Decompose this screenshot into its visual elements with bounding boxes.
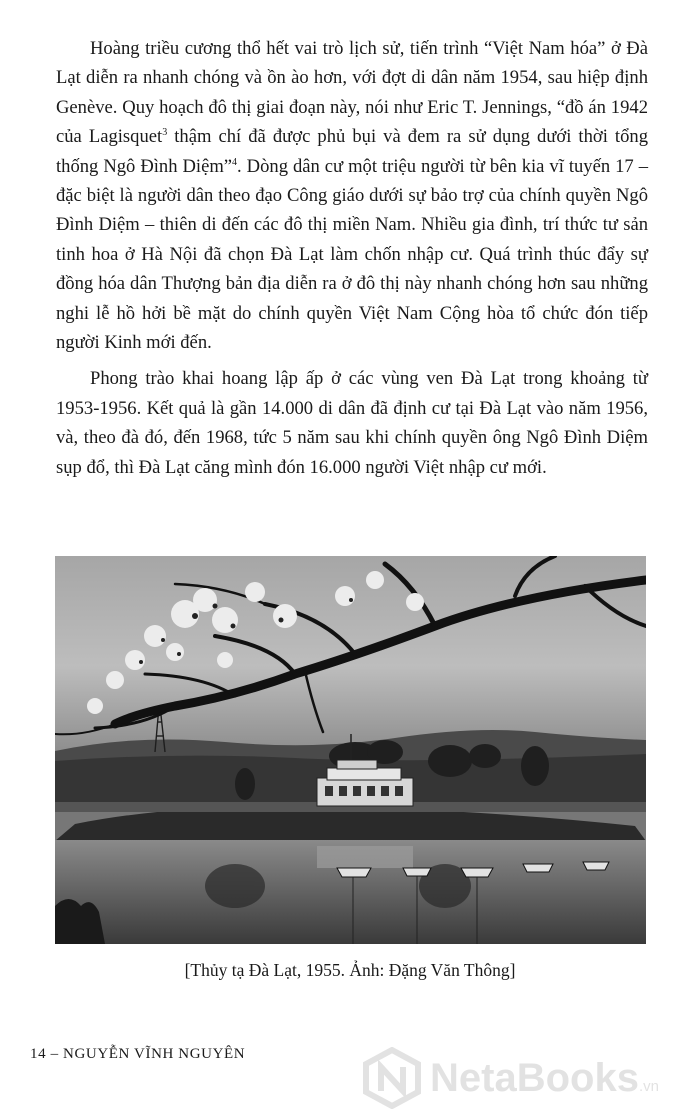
paragraph-1	[56, 34, 648, 357]
paragraph-1-part-c: . Dòng dân cư một triệu người từ bên kia vĩ tuyến 17 – đặc biệt là người dân theo đạo Công giáo dưới sự bảo trợ của chính quyền Ngô Đình Diệm – thiên di đến các đô thị miền Nam. Nhiều gia đình, trí thức tư sản tinh hoa ở Hà Nội đã chọn Đà Lạt làm chốn nhập cư. Quá trình thúc đẩy sự đồng hóa dân Thượng bản địa diễn ra ở đô thị này nhanh chóng hơn sau những nghi lễ hồ hởi bề mặt do chính quyền Việt Nam Cộng hòa tổ chức đón tiếp người Kinh mới đến.	[56, 155, 648, 354]
watermark-brand: NetaBooks	[430, 1055, 639, 1100]
paragraph-1-part-b: thậm chí đã được phủ bụi và đem ra sử dụng dưới thời tổng thống Ngô Đình Diệm”	[56, 126, 648, 177]
page-number: 14	[30, 1046, 47, 1062]
footer-separator: –	[50, 1046, 59, 1062]
footnote-ref-4: 4	[232, 156, 238, 168]
page-footer	[30, 1046, 245, 1063]
watermark-text	[430, 1056, 659, 1101]
footnote-ref-3: 3	[162, 127, 168, 139]
watermark-suffix: .vn	[638, 1077, 659, 1095]
photo-caption: [Thủy tạ Đà Lạt, 1955. Ảnh: Đặng Văn Thông]	[184, 960, 516, 980]
photo-thuy-ta-da-lat	[55, 556, 646, 944]
paragraph-2: Phong trào khai hoang lập ấp ở các vùng ven Đà Lạt trong khoảng từ 1953-1956. Kết quả là gần 14.000 di dân đã định cư tại Đà Lạt vào năm 1956, và, theo đà đó, đến 1968, tức 5 năm sau khi chính quyền ông Ngô Đình Diệm sụp đổ, thì Đà Lạt căng mình đón 16.000 người Việt nhập cư mới.	[56, 368, 648, 478]
paragraph-1-part-a: Hoàng triều cương thổ hết vai trò lịch sử, tiến trình “Việt Nam hóa” ở Đà Lạt diễn ra nhanh chóng và ồn ào hơn, với đợt di dân năm 1954, sau hiệp định Genève. Quy hoạch đô thị giai đoạn này, nói như Eric T. Jennings, “đồ án 1942 của Lagisquet	[56, 38, 648, 148]
netabooks-watermark	[362, 1042, 692, 1114]
author-name: NGUYỄN VĨNH NGUYÊN	[63, 1046, 246, 1062]
body-text	[56, 34, 648, 482]
netabooks-logo-icon	[362, 1047, 422, 1109]
photo-illustration	[55, 556, 646, 944]
